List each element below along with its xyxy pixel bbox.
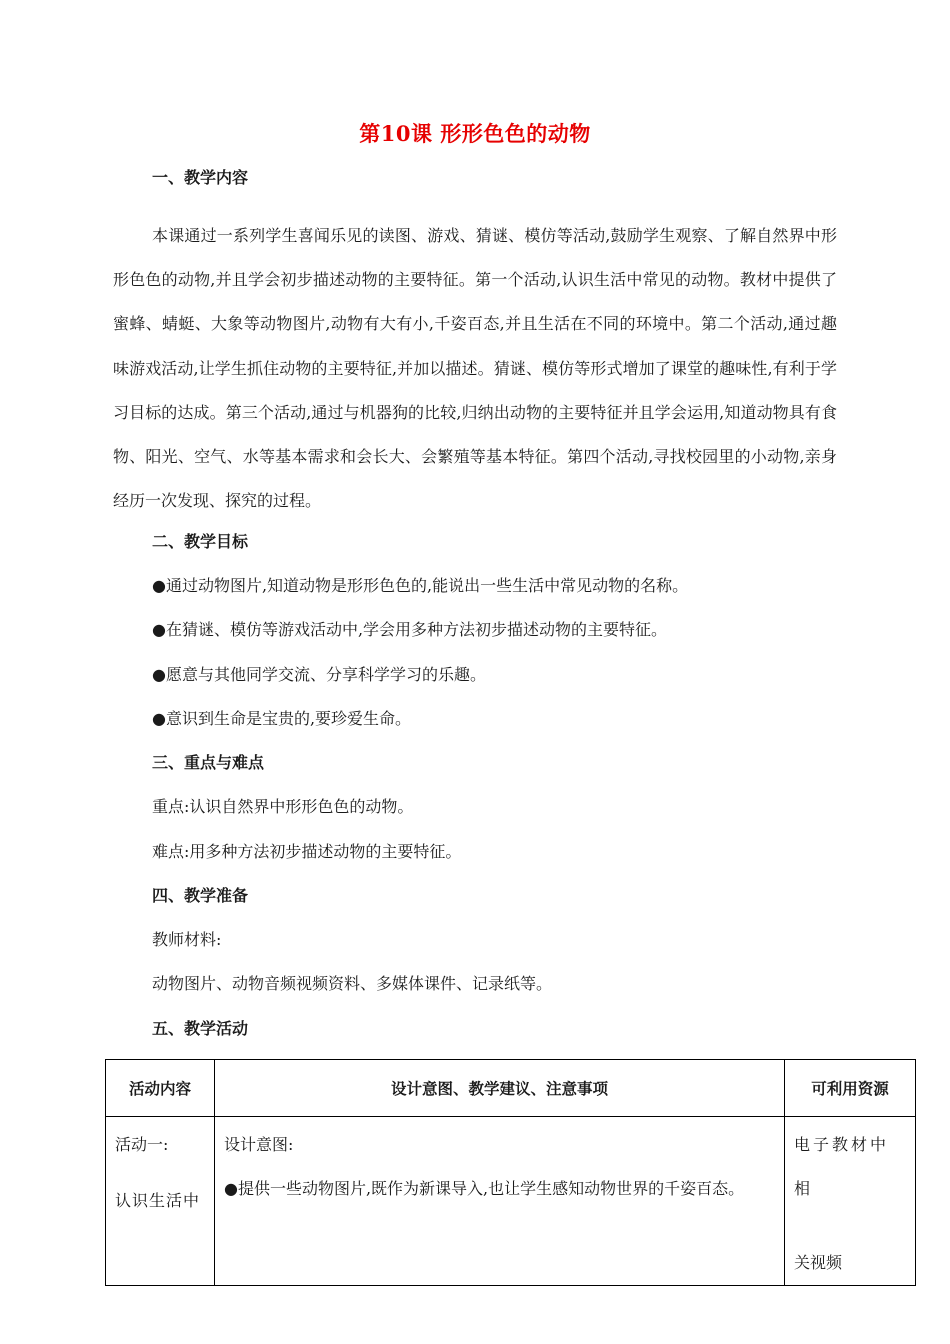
content-paragraph: 本课通过一系列学生喜闻乐见的读图、游戏、猜谜、模仿等活动,鼓励学生观察、了解自然界中形形色色的动物,并且学会初步描述动物的主要特征。第一个活动,认识生活中常见的动物。教材中提供了蜜蜂、蜻蜓、大象等动物图片,动物有大有小,千姿百态,并且生活在不同的环境中。第二个活动,通过趣味游戏活动,让学生抓住动物的主要特征,并加以描述。猜谜、模仿等形式增加了课堂的趣味性,有利于学习目标的达成。第三个活动,通过与机器狗的比较,归纳出动物的主要特征并且学会运用,知道动物具有食物、阳光、空气、水等基本需求和会长大、会繁殖等基本特征。第四个活动,寻找校园里的小动物,亲身经历一次发现、探究的过程。 xyxy=(113,226,837,511)
header-design-intent: 设计意图、教学建议、注意事项 xyxy=(215,1060,785,1117)
design-label: 设计意图: xyxy=(224,1135,294,1154)
key-point-text: 重点:认识自然界中形形色色的动物。 xyxy=(152,797,414,816)
design-cell xyxy=(215,1117,785,1286)
resource-line: 关视频 xyxy=(794,1253,843,1272)
section-heading-preparation: 四、教学准备 xyxy=(152,886,249,905)
activity-name: 活动一: xyxy=(115,1135,169,1154)
activity-desc: 认识生活中 xyxy=(115,1191,201,1210)
objective-item: ●意识到生命是宝贵的,要珍爱生命。 xyxy=(152,709,412,728)
resource-line: 电子教材中相 xyxy=(794,1135,890,1198)
section-heading-activities: 五、教学活动 xyxy=(152,1019,249,1038)
activity-table xyxy=(105,1059,916,1286)
design-item: ●提供一些动物图片,既作为新课导入,也让学生感知动物世界的千姿百态。 xyxy=(224,1179,745,1198)
section-heading-objectives: 二、教学目标 xyxy=(152,532,249,551)
difficulty-text: 难点:用多种方法初步描述动物的主要特征。 xyxy=(152,842,462,861)
table-header-row xyxy=(106,1060,916,1117)
section-heading-content: 一、教学内容 xyxy=(152,168,249,187)
section-heading-key-points: 三、重点与难点 xyxy=(152,753,265,772)
preparation-label: 教师材料: xyxy=(152,930,222,949)
objective-item: ●通过动物图片,知道动物是形形色色的,能说出一些生活中常见动物的名称。 xyxy=(152,576,689,595)
header-activity-content: 活动内容 xyxy=(106,1060,215,1117)
table-row xyxy=(106,1117,916,1286)
page-title: 第10课 形形色色的动物 xyxy=(359,121,591,146)
preparation-items: 动物图片、动物音频视频资料、多媒体课件、记录纸等。 xyxy=(152,974,553,993)
objective-item: ●愿意与其他同学交流、分享科学学习的乐趣。 xyxy=(152,665,486,684)
header-resources: 可利用资源 xyxy=(785,1060,916,1117)
resource-cell xyxy=(785,1117,916,1286)
activity-cell xyxy=(106,1117,215,1286)
objective-item: ●在猜谜、模仿等游戏活动中,学会用多种方法初步描述动物的主要特征。 xyxy=(152,620,668,639)
